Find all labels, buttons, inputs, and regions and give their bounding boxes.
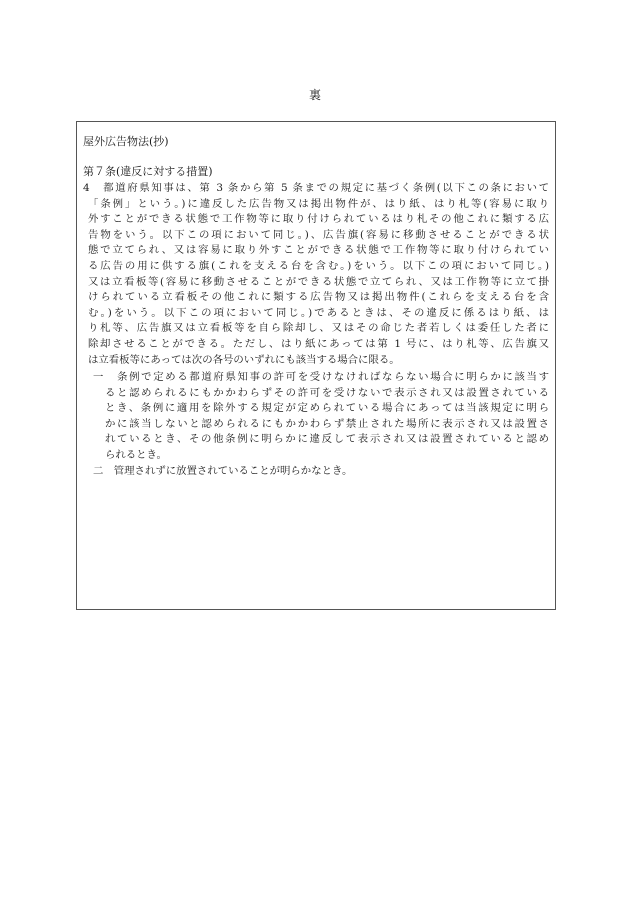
- paragraph-line: けられている立看板その他これに類する広告物又は掲出物件(これらを支える台を含: [88, 291, 549, 304]
- paragraph-line: 4 都道府県知事は、第 3 条から第 5 条までの規定に基づく条例(以下この条において: [83, 182, 549, 194]
- paragraph-line: 外すことができる状態で工作物等に取り付けられているはり札その他これに類する広: [88, 213, 549, 226]
- item-line: とき、条例に適用を除外する規定が定められている場合にあっては当該規定に明ら: [105, 402, 549, 415]
- paragraph-line: 告物をいう。以下この項において同じ。)、広告旗(容易に移動させることができる状: [88, 228, 549, 241]
- item-line: られるとき。: [105, 448, 167, 461]
- item-1: [83, 370, 549, 464]
- paragraph-4: [83, 181, 549, 368]
- paragraph-line: 態で立てられ、又は容易に取り外すことができる状態で工作物等に取り付けられてい: [88, 244, 549, 257]
- paragraph-line: は立看板等にあっては次の各号のいずれにも該当する場合に限る。: [88, 353, 400, 366]
- article-heading: 第７条(違反に対する措置): [83, 165, 213, 178]
- paragraph-line: り札等、広告旗又は立看板等を自ら除却し、又はその命じた者若しくは委任した者に: [88, 322, 549, 335]
- document-frame: [76, 121, 556, 610]
- paragraph-line: 除却させることができる。ただし、はり紙にあっては第 1 号に、はり札等、広告旗又: [88, 337, 549, 350]
- item-line: れているとき、その他条例に明らかに違反して表示され又は設置されていると認め: [105, 433, 549, 446]
- item-line: ると認められるにもかかわらずその許可を受けないで表示され又は設置されている: [105, 386, 549, 399]
- item-line: 一 条例で定める都道府県知事の許可を受けなければならない場合に明らかに該当す: [93, 371, 549, 383]
- paragraph-line: 又は立看板等(容易に移動させることができる状態で立てられ、又は工作物等に立て掛: [88, 275, 549, 288]
- item-2: [83, 464, 549, 480]
- paragraph-line: る広告の用に供する旗(これを支える台を含む。)をいう。以下この項において同じ。): [88, 259, 549, 272]
- law-title: 屋外広告物法(抄): [83, 135, 169, 148]
- item-line: 二 管理されずに放置されていることが明らかなとき。: [93, 465, 353, 477]
- item-line: かに該当しないと認められるにもかかわらず禁止された場所に表示され又は設置さ: [105, 417, 549, 430]
- page-label: 裏: [308, 88, 321, 102]
- paragraph-line: む。)をいう。以下この項において同じ。)であるときは、その違反に係るはり紙、は: [88, 306, 549, 319]
- paragraph-line: 「条例」という。)に違反した広告物又は掲出物件が、はり紙、はり札等(容易に取り: [88, 197, 549, 210]
